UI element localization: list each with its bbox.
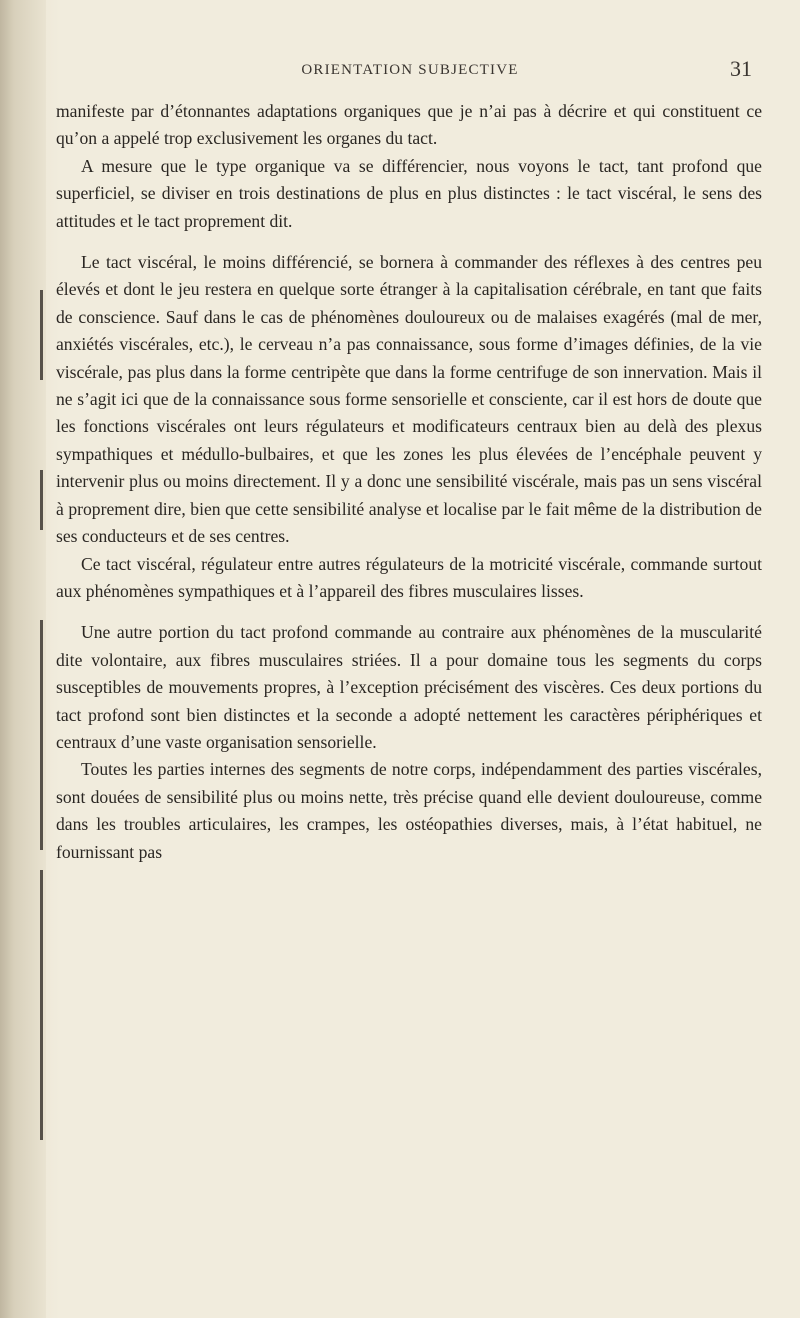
gutter-shadow-line bbox=[40, 470, 43, 530]
paragraph: Ce tact viscéral, régulateur entre autres régulateurs de la motricité viscérale, commande surtout aux phénomènes sympathiques et à l’appareil des fibres musculaires lisses. bbox=[56, 553, 762, 601]
page-header bbox=[60, 56, 760, 86]
paragraph: manifeste par d’étonnantes adaptations organiques que je n’ai pas à décrire et qui constituent ce qu’on a appelé trop exclusivement les organes du tact. bbox=[56, 101, 762, 149]
gutter-shadow-line bbox=[40, 620, 43, 850]
paragraph: Le tact viscéral, le moins différencié, se bornera à commander des réflexes à des centres peu élevés et dont le jeu restera en quelque sorte étranger à la capitalisation cérébrale, en tant que faits de conscience. Sauf dans le cas de phénomènes douloureux ou de malaises exagérés (mal de mer, anxiétés viscérales, etc.), le cerveau n’a pas connaissance, sous forme d’images définies, de la vie viscérale, pas plus dans la forme centripète que dans la forme centrifuge de son innervation. Mais il ne s’agit ici que de la connaissance sous forme sensorielle et consciente, car il est hors de doute que les fonctions viscérales ont leurs régulateurs et modificateurs centraux bien au delà des plexus sympathiques et médullo-bulbaires, et que les zones les plus élevées de l’encéphale peuvent y intervenir plus ou moins directement. Il y a donc une sensibilité viscérale, mais pas un sens viscéral à proprement dire, bien que cette sensibilité analyse et localise par le fait même de la distribution de ses conducteurs et de ses centres. bbox=[56, 252, 762, 547]
paragraph: Une autre portion du tact profond commande au contraire aux phénomènes de la muscularité dite volontaire, aux fibres musculaires striées. Il a pour domaine tous les segments du corps susceptibles de mouvements propres, à l’exception précisément des viscères. Ces deux portions du tact profond sont bien distinctes et la seconde a adopté nettement les caractères périphériques et centraux d’une vaste organisation sensorielle. bbox=[56, 622, 762, 752]
paragraph: A mesure que le type organique va se différencier, nous voyons le tact, tant profond que superficiel, se diviser en trois destinations de plus en plus distinctes : le tact viscéral, le sens des attitudes et le tact proprement dit. bbox=[56, 155, 762, 231]
running-head: ORIENTATION SUBJECTIVE bbox=[301, 62, 519, 78]
page-gutter bbox=[0, 0, 46, 1318]
body-text bbox=[56, 98, 762, 866]
gutter-shadow-line bbox=[40, 870, 43, 1140]
paragraph: Toutes les parties internes des segments de notre corps, indépendamment des parties viscérales, sont douées de sensibilité plus ou moins nette, très précise quand elle devient douloureuse, comme dans les troubles articulaires, les crampes, les ostéopathies diverses, mais, à l’état habituel, ne fournissant pas bbox=[56, 759, 762, 862]
page-number: 31 bbox=[730, 56, 752, 81]
gutter-shadow-line bbox=[40, 290, 43, 380]
